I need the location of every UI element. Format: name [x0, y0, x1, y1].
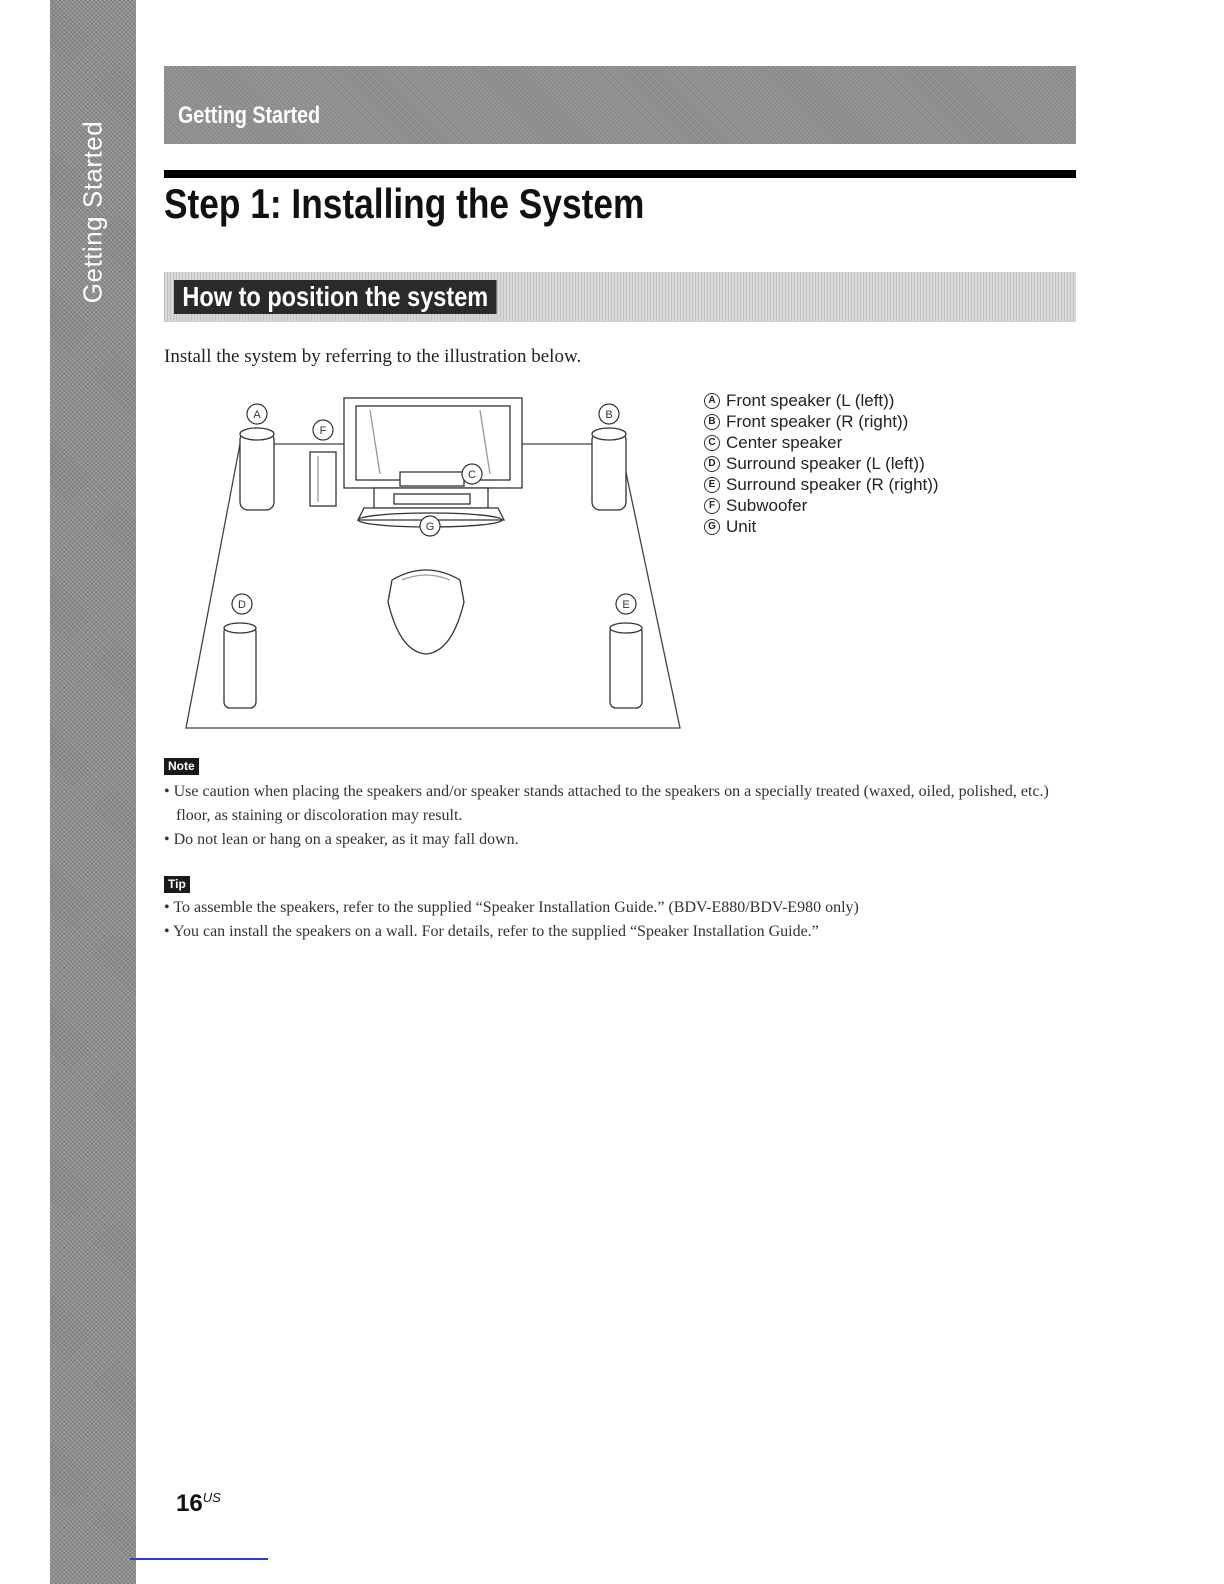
marker-a: A [253, 409, 261, 421]
unit-icon [394, 494, 470, 504]
page-number [176, 1490, 221, 1518]
front-speaker-right-icon [592, 428, 626, 510]
legend-item [704, 411, 939, 432]
legend-label: Unit [726, 517, 757, 536]
section-heading: How to position the system [174, 280, 497, 314]
legend-marker: B [704, 414, 720, 430]
legend-marker: F [704, 498, 720, 514]
surround-speaker-right-icon [610, 623, 642, 708]
page-title: Step 1: Installing the System [164, 180, 645, 227]
legend-label: Subwoofer [726, 496, 808, 515]
marker-c: C [468, 469, 476, 481]
marker-d: D [238, 599, 246, 611]
legend-label: Center speaker [726, 433, 843, 452]
surround-speaker-left-icon [224, 623, 256, 708]
legend-marker: D [704, 456, 720, 472]
page-number-value: 16 [176, 1490, 203, 1517]
header-band [164, 66, 1076, 144]
marker-b: B [605, 409, 613, 421]
listener-chair-icon [388, 570, 464, 654]
tip-badge: Tip [164, 876, 190, 893]
note-item: • Use caution when placing the speakers and/or speaker stands attached to the speakers on a specially treated (waxed, oiled, polished, etc.) floor, as staining or discoloration may result. [164, 780, 1076, 828]
note-list [164, 780, 1076, 852]
center-speaker-icon [400, 472, 464, 486]
marker-e: E [622, 599, 630, 611]
legend-item [704, 432, 939, 453]
header-section-label: Getting Started [178, 102, 321, 129]
marker-g: G [425, 521, 435, 533]
note-badge: Note [164, 758, 199, 775]
tip-list [164, 896, 1076, 944]
front-speaker-left-icon [240, 428, 274, 510]
legend-item [704, 453, 939, 474]
page-number-suffix: US [202, 1490, 221, 1505]
legend-label: Surround speaker (L (left)) [726, 454, 925, 473]
legend-label: Front speaker (L (left)) [726, 391, 895, 410]
legend-item [704, 516, 939, 537]
intro-text: Install the system by referring to the illustration below. [164, 346, 582, 367]
legend-label: Surround speaker (R (right)) [726, 475, 939, 494]
section-band [164, 272, 1076, 322]
legend-marker: C [704, 435, 720, 451]
note-item: • Do not lean or hang on a speaker, as it may fall down. [164, 828, 1076, 852]
tip-item: • To assemble the speakers, refer to the supplied “Speaker Installation Guide.” (BDV-E880/BDV-E980 only) [164, 896, 1076, 920]
legend-item [704, 390, 939, 411]
speaker-legend [704, 390, 939, 537]
marker-f: F [319, 425, 327, 437]
legend-label: Front speaker (R (right)) [726, 412, 909, 431]
legend-item [704, 474, 939, 495]
legend-marker: E [704, 477, 720, 493]
side-tab-label: Getting Started [77, 120, 108, 304]
title-rule [164, 170, 1076, 178]
speaker-layout-diagram [180, 392, 685, 737]
legend-item [704, 495, 939, 516]
legend-marker: A [704, 393, 720, 409]
bottom-link-line [130, 1558, 268, 1560]
legend-marker: G [704, 519, 720, 535]
tip-item: • You can install the speakers on a wall. For details, refer to the supplied “Speaker Installation Guide.” [164, 920, 1076, 944]
subwoofer-icon [310, 452, 336, 506]
